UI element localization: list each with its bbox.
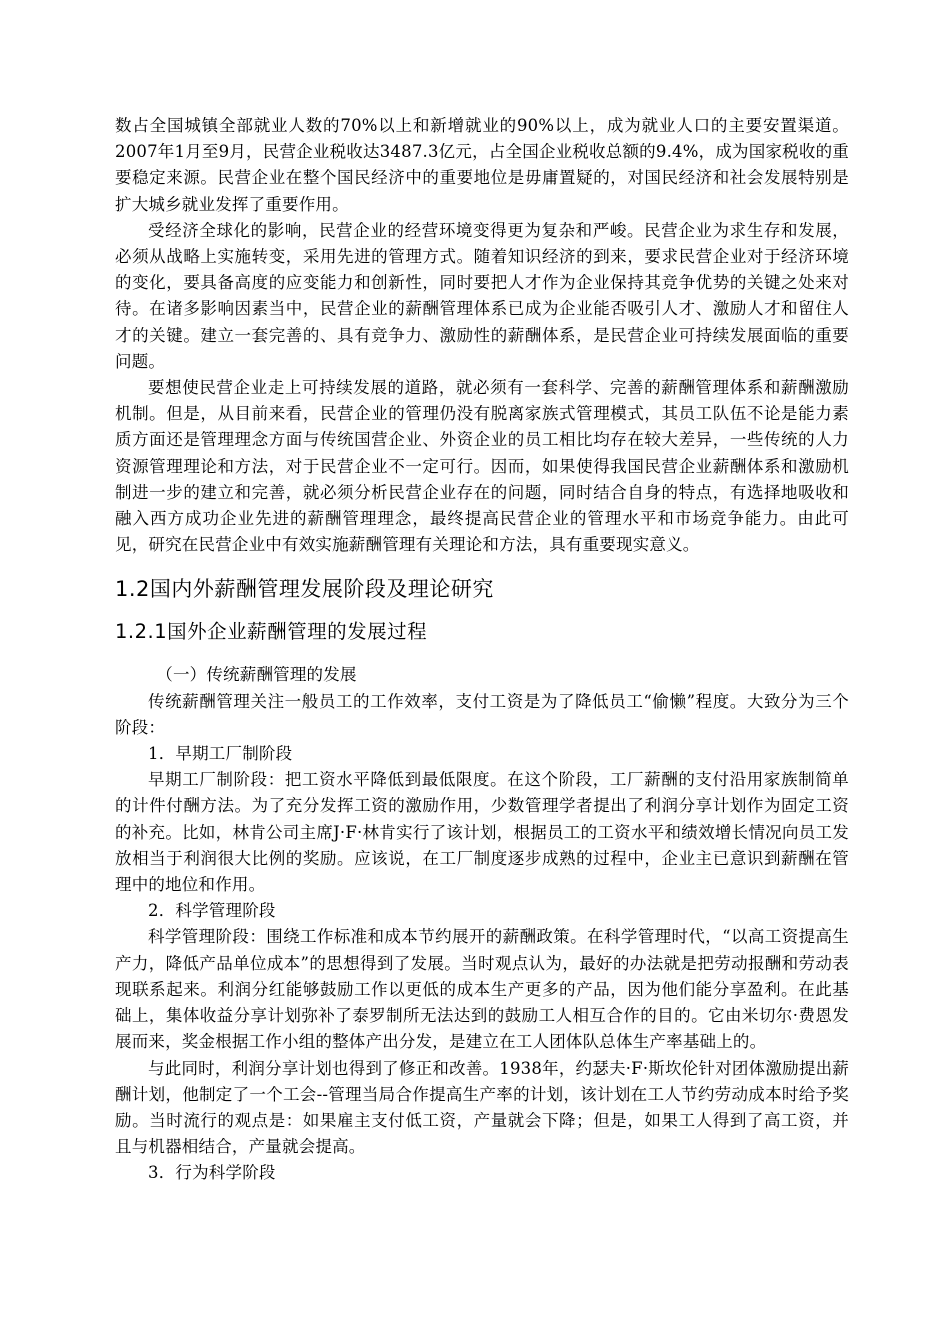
paragraph: 数占全国城镇全部就业人数的70%以上和新增就业的90%以上，成为就业人口的主要安置渠道。2007年1月至9月，民营企业税收达3487.3亿元，占全国企业税收总额的9.4%，成为国家税收的重要稳定来源。民营企业在整个国民经济中的重要地位是毋庸置疑的，对国民经济和社会发展特别是扩大城乡就业发挥了重要作用。 [115,116,849,214]
paragraph: 受经济全球化的影响，民营企业的经营环境变得更为复杂和严峻。民营企业为求生存和发展，必须从战略上实施转变，采用先进的管理方式。随着知识经济的到来，要求民营企业对于经济环境的变化，要具备高度的应变能力和创新性，同时要把人才作为企业保持其竞争优势的关键之处来对待。在诸多影响因素当中，民营企业的薪酬管理体系已成为企业能否吸引人才、激励人才和留住人才的关键。建立一套完善的、具有竞争力、激励性的薪酬体系，是民营企业可持续发展面临的重要问题。 [115,220,849,371]
paragraph: 科学管理阶段：围绕工作标准和成本节约展开的薪酬政策。在科学管理时代，“以高工资提高生产力，降低产品单位成本”的思想得到了发展。当时观点认为，最好的办法就是把劳动报酬和劳动表现联系起来。利润分红能够鼓励工作以更低的成本生产更多的产品，因为他们能分享盈利。在此基础上，集体收益分享计划弥补了泰罗制所无法达到的鼓励工人相互合作的目的。它由米切尔·费恩发展而来，奖金根据工作小组的整体产出分发，是建立在工人团体队总体生产率基础上的。 [115,927,849,1052]
subsection-title: （一）传统薪酬管理的发展 [156,665,357,685]
paragraph: 与此同时，利润分享计划也得到了修正和改善。1938年，约瑟夫·F·斯坎伦针对团体激励提出薪酬计划，他制定了一个工会--管理当局合作提高生产率的计划，该计划在工人节约劳动成本时给予奖励。当时流行的观点是：如果雇主支付低工资，产量就会下降；但是，如果工人得到了高工资，并且与机器相结合，产量就会提高。 [115,1058,849,1157]
paragraph: 传统薪酬管理关注一般员工的工作效率，支付工资是为了降低员工“偷懒”程度。大致分为三个阶段： [115,691,849,737]
document-body [115,113,849,1187]
stage-title: 3．行为科学阶段 [148,1163,276,1183]
section-heading-1-2-1: 1.2.1国外企业薪酬管理的发展过程 [115,620,428,644]
stage-title: 2．科学管理阶段 [148,901,276,921]
section-heading-1-2: 1.2国内外薪酬管理发展阶段及理论研究 [115,577,494,602]
paragraph: 早期工厂制阶段：把工资水平降低到最低限度。在这个阶段，工厂薪酬的支付沿用家族制简单的计件付酬方法。为了充分发挥工资的激励作用，少数管理学者提出了利润分享计划作为固定工资的补充。比如，林肯公司主席J·F·林肯实行了该计划，根据员工的工资水平和绩效增长情况向员工发放相当于利润很大比例的奖励。应该说，在工厂制度逐步成熟的过程中，企业主已意识到薪酬在管理中的地位和作用。 [115,770,849,895]
stage-title: 1．早期工厂制阶段 [148,744,293,764]
paragraph: 要想使民营企业走上可持续发展的道路，就必须有一套科学、完善的薪酬管理体系和薪酬激励机制。但是，从目前来看，民营企业的管理仍没有脱离家族式管理模式，其员工队伍不论是能力素质方面还是管理理念方面与传统国营企业、外资企业的员工相比均存在较大差异，一些传统的人力资源管理理论和方法，对于民营企业不一定可行。因而，如果使得我国民营企业薪酬体系和激励机制进一步的建立和完善，就必须分析民营企业存在的问题，同时结合自身的特点，有选择地吸收和融入西方成功企业先进的薪酬管理理念，最终提高民营企业的管理水平和市场竞争能力。由此可见，研究在民营企业中有效实施薪酬管理有关理论和方法，具有重要现实意义。 [115,378,849,555]
